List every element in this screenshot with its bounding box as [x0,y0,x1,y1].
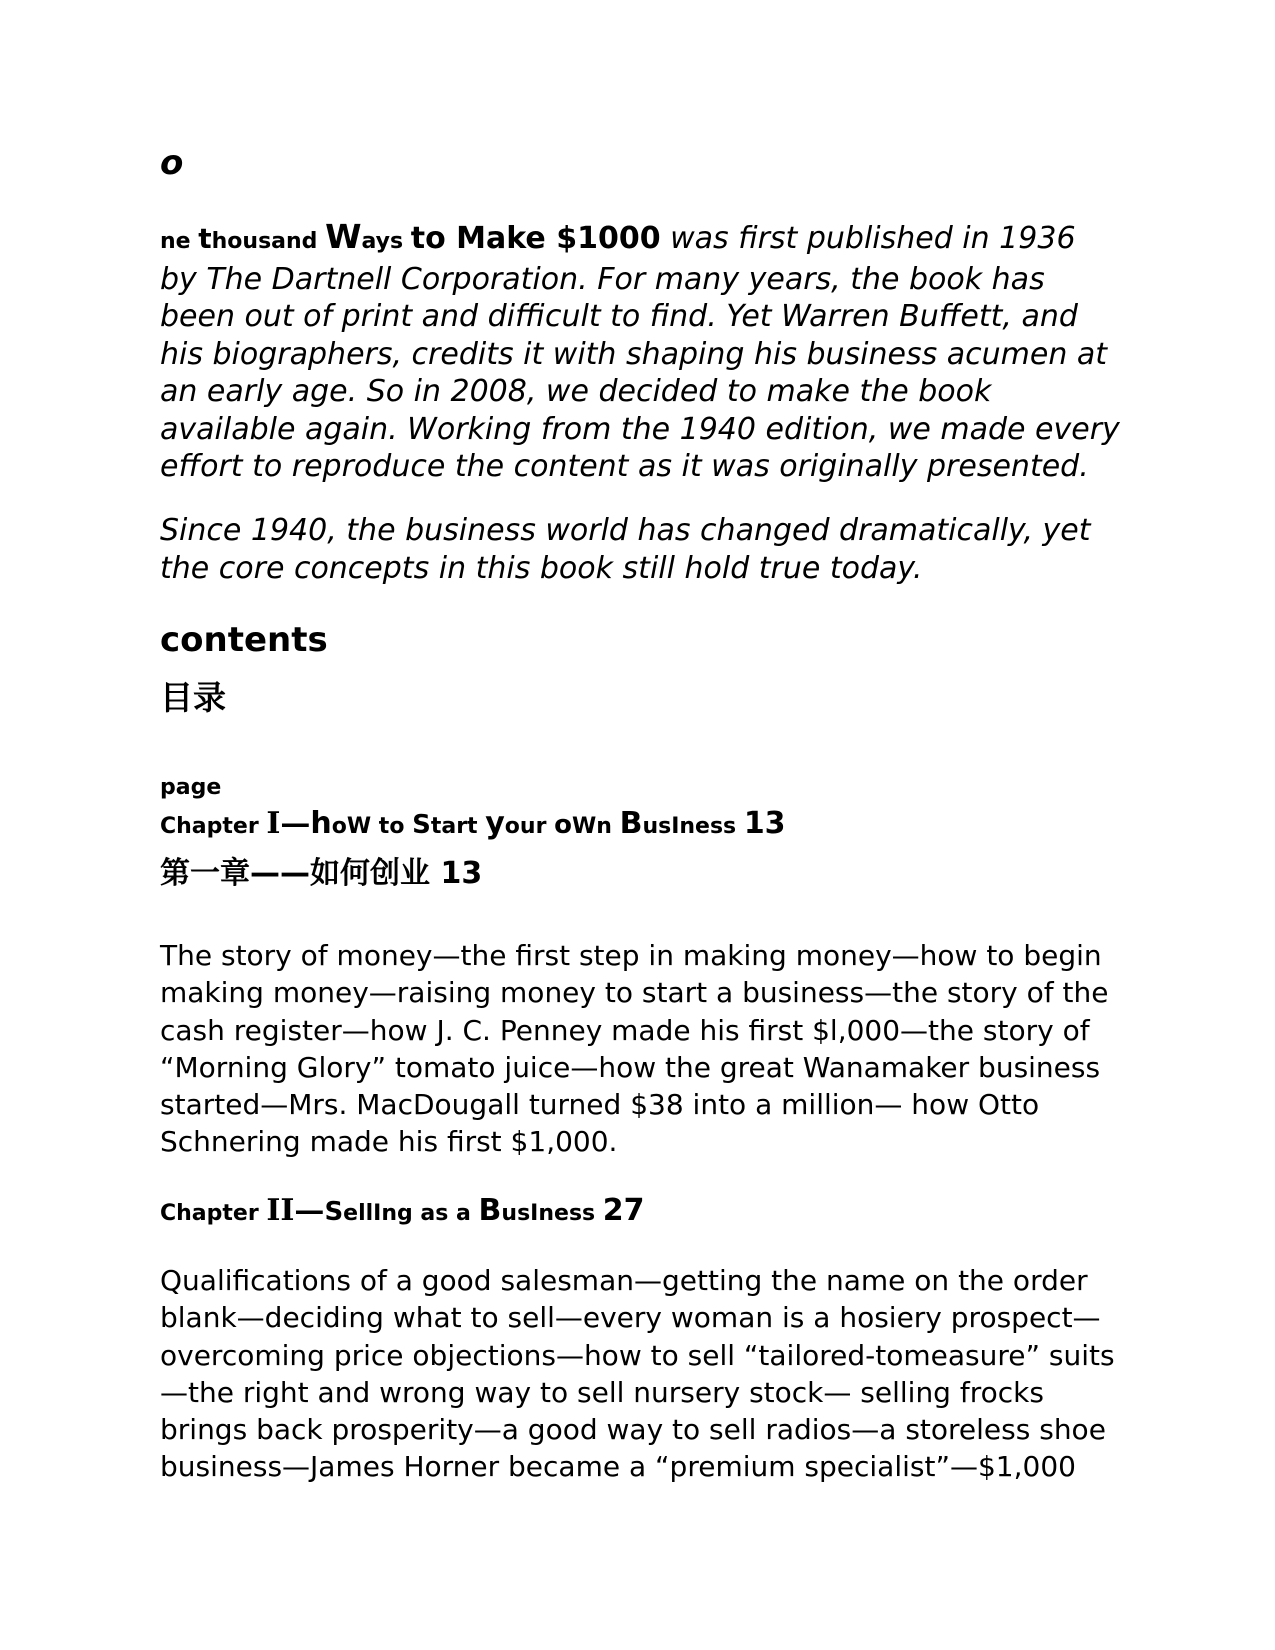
page-column-label: page [160,775,222,800]
chapter-title-fragment: B [478,1193,502,1228]
chapter-page-number: 27 [602,1193,645,1228]
chapter-title-fragment: I— [266,806,311,841]
chapter-title-fragment: h [310,806,332,841]
contents-heading: contents [160,620,328,660]
chapter-title-fragment: ellIng as a [343,1201,479,1226]
chapter-title-fragment: usIness [501,1201,603,1226]
chapter-title-fragment: S [324,1197,344,1227]
chapter-title-fragment: our [504,814,555,839]
intro-paragraph-2: Since 1940, the business world has changed dramatically, yet the core concepts in this book still hold true today. [160,513,1091,586]
chapter-title-fragment: o [554,810,572,840]
chapter-1-title-chinese: 第一章——如何创业 13 [160,856,483,891]
title-fragment: to Make $1000 [410,221,661,256]
intro-text: was first published in 1936 by The Dartnell Corporation. For many years, the book has been out of print and difficult to find. Yet Warren Buffett, and his biographers, credits it with shaping his business acumen at an early age. So in 2008, we decided to make the book available again. Working from the 1940 edition, we made every effort to reproduce the content as it was originally presented. [160,221,1120,484]
title-fragment: W [325,217,362,256]
chapter-title-fragment: Chapter [160,814,267,839]
title-fragment: t [198,222,212,255]
chapter-title-fragment: y [485,806,505,841]
chapter-title-fragment: oW to [331,814,413,839]
chapter-title-fragment: usIness [642,814,744,839]
intro-paragraph [160,218,1120,486]
title-fragment: ays [361,229,411,254]
book-title [160,217,661,256]
title-fragment: housand [211,229,326,254]
chapter-1-title [160,806,786,842]
chapter-2-summary: Qualifications of a good salesman—getting the name on the order blank—deciding what to sell—every woman is a hosiery prospect—overcoming price objections—how to sell “tailored-tomeasure” suits —the right and wrong way to sell nursery stock— selling frocks brings back prosperity—a good way to sell radios—a storeless shoe business—James Horner became a “premium specialist”—$1,000 [160,1264,1115,1484]
chapter-1-summary: The story of money—the first step in making money—how to begin making money—raising money to start a business—the story of the cash register—how J. C. Penney made his first $l,000—the story of “Morning Glory” tomato juice—how the great Wanamaker business started—Mrs. MacDougall turned $38 into a million— how Otto Schnering made his first $1,000. [160,939,1109,1159]
title-fragment: ne [160,229,199,254]
chapter-title-fragment: S [412,810,431,840]
chapter-title-fragment: Chapter [160,1201,267,1226]
chapter-title-fragment: tart [430,814,486,839]
chapter-title-fragment: B [619,806,643,841]
chapter-title-fragment: Wn [571,814,620,839]
chapter-2-title [160,1193,645,1229]
contents-heading-chinese: 目录 [160,678,226,717]
chapter-title-fragment: II— [266,1193,325,1228]
chapter-page-number: 13 [743,806,786,841]
drop-cap: o [160,143,184,183]
